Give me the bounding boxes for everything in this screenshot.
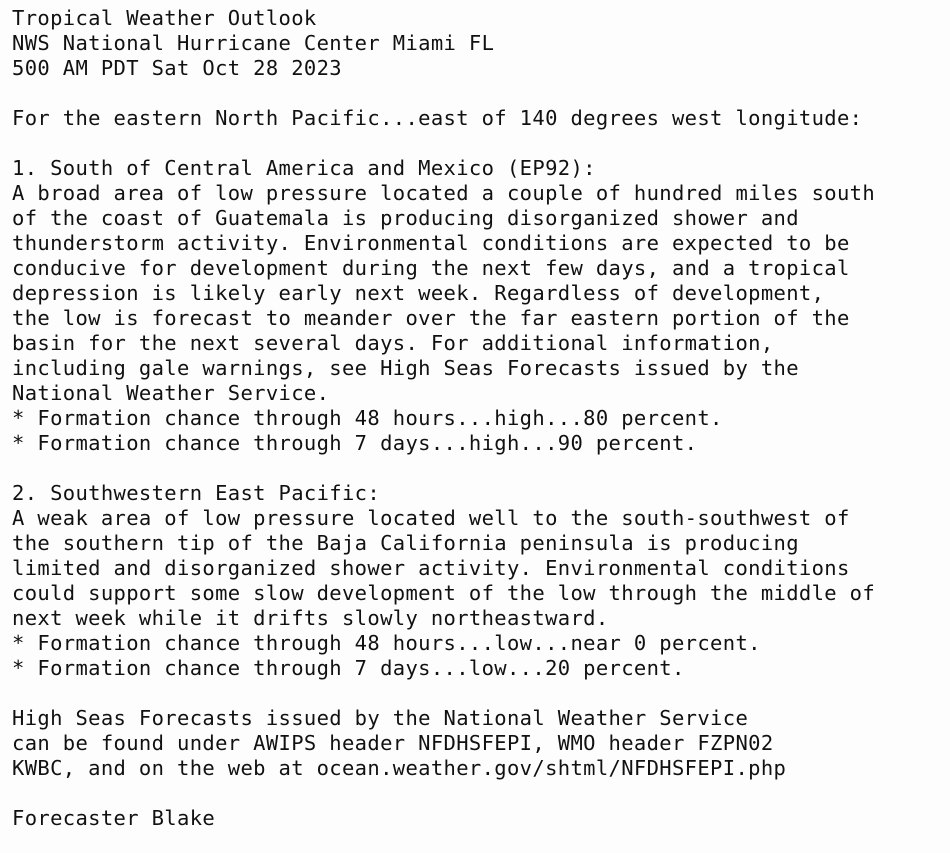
system-heading: 1. South of Central America and Mexico (EP92): <box>12 156 596 180</box>
forecaster-signature: Forecaster Blake <box>12 806 216 830</box>
basin-intro: For the eastern North Pacific...east of 140 degrees west longitude: <box>12 106 863 130</box>
system-2 <box>12 481 942 681</box>
issue-time: 500 AM PDT Sat Oct 28 2023 <box>12 56 342 80</box>
system-text-line: could support some slow development of the low through the middle of <box>12 581 876 605</box>
system-text-line: of the coast of Guatemala is producing disorganized shower and <box>12 206 799 230</box>
spacer <box>12 781 942 806</box>
spacer <box>12 81 942 106</box>
formation-chance-7d: * Formation chance through 7 days...low...20 percent. <box>12 656 685 680</box>
issuing-office: NWS National Hurricane Center Miami FL <box>12 31 495 55</box>
system-text-line: A broad area of low pressure located a couple of hundred miles south <box>12 181 876 205</box>
system-text-line: thunderstorm activity. Environmental conditions are expected to be <box>12 231 850 255</box>
document-title: Tropical Weather Outlook <box>12 6 317 30</box>
outlook-document <box>12 6 942 831</box>
system-text-line: the low is forecast to meander over the far eastern portion of the <box>12 306 850 330</box>
system-text-line: A weak area of low pressure located well to the south-southwest of <box>12 506 850 530</box>
system-text-line: National Weather Service. <box>12 381 330 405</box>
formation-chance-48h: * Formation chance through 48 hours...high...80 percent. <box>12 406 723 430</box>
system-heading: 2. Southwestern East Pacific: <box>12 481 381 505</box>
spacer <box>12 131 942 156</box>
formation-chance-7d: * Formation chance through 7 days...high...90 percent. <box>12 431 698 455</box>
footer-line: High Seas Forecasts issued by the National Weather Service <box>12 706 749 730</box>
footer-line: KWBC, and on the web at ocean.weather.gov/shtml/NFDHSFEPI.php <box>12 756 787 780</box>
system-text-line: depression is likely early next week. Regardless of development, <box>12 281 825 305</box>
system-text-line: the southern tip of the Baja California peninsula is producing <box>12 531 799 555</box>
system-1 <box>12 156 942 456</box>
system-text-line: conducive for development during the next few days, and a tropical <box>12 256 850 280</box>
formation-chance-48h: * Formation chance through 48 hours...low...near 0 percent. <box>12 631 761 655</box>
system-text-line: limited and disorganized shower activity. Environmental conditions <box>12 556 850 580</box>
system-text-line: including gale warnings, see High Seas Forecasts issued by the <box>12 356 799 380</box>
system-text-line: next week while it drifts slowly northeastward. <box>12 606 609 630</box>
footer-line: can be found under AWIPS header NFDHSFEPI, WMO header FZPN02 <box>12 731 774 755</box>
spacer <box>12 456 942 481</box>
system-text-line: basin for the next several days. For additional information, <box>12 331 774 355</box>
spacer <box>12 681 942 706</box>
high-seas-footer <box>12 706 942 781</box>
